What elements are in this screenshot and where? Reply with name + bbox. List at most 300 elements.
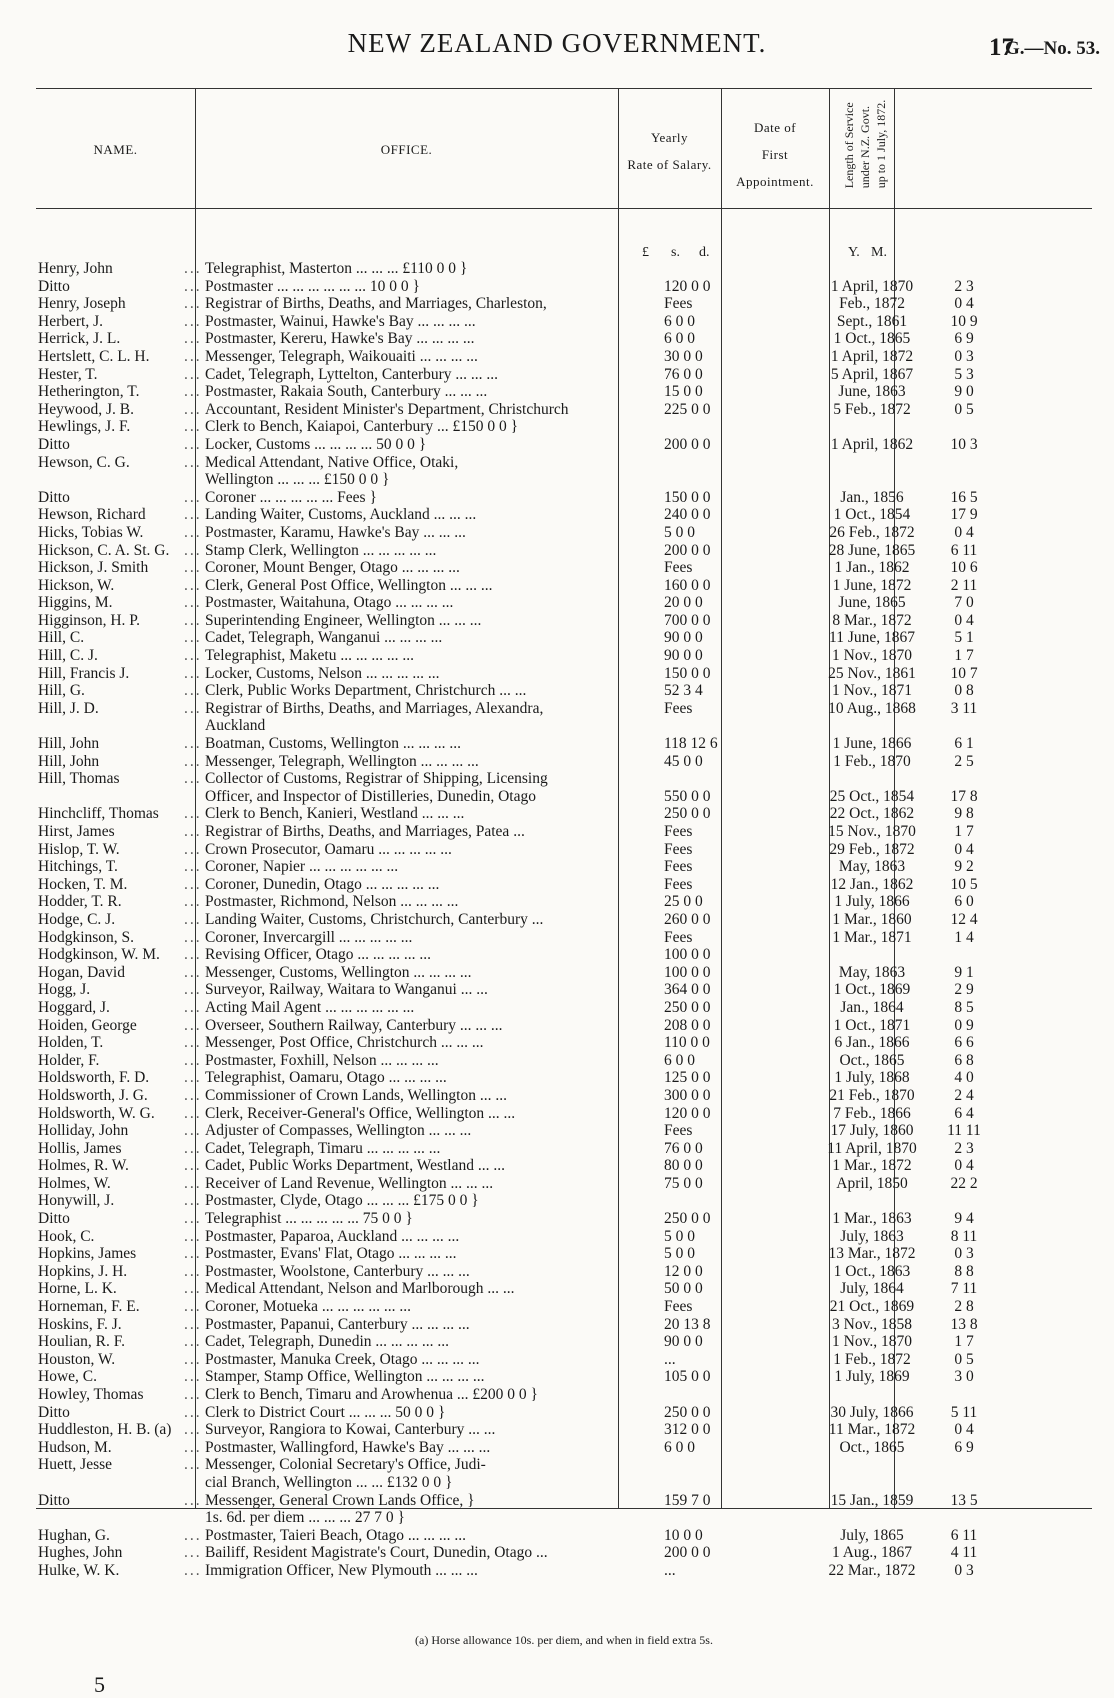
table-row — [36, 770, 1092, 788]
table-row — [36, 524, 1092, 542]
cell-salary: 120 0 0 — [664, 277, 711, 295]
cell-salary: 50 0 0 — [664, 1280, 703, 1298]
cell-name: Hertslett, C. L. H. — [38, 347, 150, 365]
col-header-length-line2: under N.Z. Govt. — [858, 105, 872, 189]
leader-dots: ... — [184, 735, 202, 753]
cell-length: 6 4 — [954, 1104, 974, 1122]
cell-length: 1 7 — [954, 647, 974, 665]
leader-dots: ... — [184, 1192, 202, 1210]
cell-length: 9 4 — [954, 1210, 974, 1228]
cell-office: Postmaster, Clyde, Otago ... ... ... £175 0 0 } — [205, 1192, 479, 1210]
cell-length: 7 11 — [950, 1280, 978, 1298]
cell-name: Howe, C. — [38, 1368, 97, 1386]
cell-office: Landing Waiter, Customs, Christchurch, Canterbury ... — [205, 910, 544, 928]
cell-length: 10 3 — [950, 435, 978, 453]
leader-dots: ... — [184, 1350, 202, 1368]
cell-salary: 90 0 0 — [664, 1333, 703, 1351]
cell-salary: 6 0 0 — [664, 1051, 695, 1069]
cell-length: 2 3 — [954, 1139, 974, 1157]
cell-name: Hewson, C. G. — [38, 453, 130, 471]
cell-office: Postmaster, Paparoa, Auckland ... ... ... ... — [205, 1227, 460, 1245]
cell-name: Higgins, M. — [38, 594, 113, 612]
cell-length: 6 11 — [950, 541, 978, 559]
cell-name: Hopkins, J. H. — [38, 1262, 128, 1280]
cell-office: Postmaster, Rakaia South, Canterbury ... ... ... — [205, 383, 488, 401]
cell-length: 5 1 — [954, 629, 974, 647]
cell-name: Higginson, H. P. — [38, 611, 141, 629]
cell-salary: 52 3 4 — [664, 682, 703, 700]
leader-dots: ... — [184, 1526, 202, 1544]
table-row — [36, 682, 1092, 700]
cell-salary: 160 0 0 — [664, 576, 711, 594]
cell-name: Holdsworth, W. G. — [38, 1104, 155, 1122]
cell-office: Collector of Customs, Registrar of Shipping, Licensing — [205, 770, 548, 788]
cell-name: Hetherington, T. — [38, 383, 140, 401]
cell-salary: Fees — [664, 928, 693, 946]
col-header-date-line3: Appointment. — [736, 174, 814, 189]
leader-dots: ... — [184, 435, 202, 453]
leader-dots: ... — [184, 1262, 202, 1280]
cell-length: 0 8 — [954, 682, 974, 700]
table-row — [36, 1228, 1092, 1246]
cell-name: Hewson, Richard — [38, 506, 146, 524]
cell-length: 0 3 — [954, 347, 974, 365]
cell-office: Overseer, Southern Railway, Canterbury ... ... ... — [205, 1016, 503, 1034]
table-row — [36, 753, 1092, 771]
cell-date: 26 Feb., 1872 — [829, 523, 915, 541]
cell-office: Coroner ... ... ... ... ... Fees } — [205, 488, 377, 506]
cell-name: Huett, Jesse — [38, 1456, 113, 1474]
leader-dots: ... — [184, 1315, 202, 1333]
leader-dots: ... — [184, 523, 202, 541]
table-row — [36, 1034, 1092, 1052]
cell-name: Howley, Thomas — [38, 1386, 144, 1403]
leader-dots: ... — [184, 823, 202, 840]
cell-salary: Fees — [664, 559, 693, 577]
cell-length: 6 6 — [954, 1034, 974, 1052]
cell-date: 1 Mar., 1860 — [832, 910, 912, 928]
leader-dots: ... — [184, 330, 202, 348]
cell-date: 22 Mar., 1872 — [828, 1561, 916, 1579]
cell-length: 22 2 — [950, 1174, 978, 1192]
table-row — [36, 260, 1092, 278]
leader-dots: ... — [184, 893, 202, 911]
table-row — [36, 1122, 1092, 1140]
cell-date: 1 Oct., 1871 — [833, 1016, 911, 1034]
cell-name: Hill, J. D. — [38, 699, 99, 717]
col-header-office: OFFICE. — [380, 142, 433, 157]
table-row — [36, 964, 1092, 982]
cell-salary: 90 0 0 — [664, 629, 703, 647]
cell-length: 8 8 — [954, 1262, 974, 1280]
leader-dots: ... — [184, 699, 202, 717]
cell-length: 2 4 — [954, 1086, 974, 1104]
table-row — [36, 506, 1092, 524]
table-row — [36, 401, 1092, 419]
cell-name: Hill, Thomas — [38, 770, 120, 788]
table-row — [36, 1069, 1092, 1087]
cell-office: Cadet, Public Works Department, Westland ... ... — [205, 1157, 505, 1175]
cell-date: 1 April, 1872 — [830, 347, 914, 365]
leader-dots: ... — [184, 875, 202, 893]
cell-length: 16 5 — [950, 488, 978, 506]
cell-name: Hicks, Tobias W. — [38, 523, 144, 541]
table-row — [36, 489, 1092, 507]
table-row — [36, 1368, 1092, 1386]
cell-length: 0 4 — [954, 523, 974, 541]
cell-name: Hogg, J. — [38, 981, 91, 999]
cell-date: June, 1863 — [838, 383, 906, 401]
cell-name: Hirst, James — [38, 823, 115, 840]
table-row — [36, 665, 1092, 683]
table-row — [36, 1544, 1092, 1562]
cell-date: 10 Aug., 1868 — [828, 699, 916, 717]
cell-length: 2 8 — [954, 1298, 974, 1316]
cell-office: Superintending Engineer, Wellington ... ... ... — [205, 611, 482, 629]
table-row — [36, 911, 1092, 929]
cell-date: May, 1863 — [838, 963, 906, 981]
cell-date: 30 July, 1866 — [830, 1403, 914, 1421]
leader-dots: ... — [184, 1438, 202, 1456]
leader-dots: ... — [184, 910, 202, 928]
cell-salary: 120 0 0 — [664, 1104, 711, 1122]
cell-name: Holmes, R. W. — [38, 1157, 129, 1175]
table-row — [36, 1509, 1092, 1527]
table-row — [36, 1280, 1092, 1298]
staff-table — [36, 88, 1092, 1686]
cell-date: 3 Nov., 1858 — [832, 1315, 912, 1333]
table-row — [36, 418, 1092, 436]
cell-length: 0 9 — [954, 1016, 974, 1034]
cell-date: 21 Feb., 1870 — [829, 1086, 915, 1104]
cell-salary: 240 0 0 — [664, 506, 711, 524]
table-row — [36, 647, 1092, 665]
cell-name: Honywill, J. — [38, 1192, 115, 1210]
cell-name: Hughan, G. — [38, 1526, 110, 1544]
cell-date: 1 Nov., 1870 — [832, 1333, 912, 1351]
cell-salary: 250 0 0 — [664, 998, 711, 1016]
table-row — [36, 295, 1092, 313]
leader-dots: ... — [184, 1368, 202, 1386]
cell-length: 8 11 — [950, 1227, 978, 1245]
cell-office: Medical Attendant, Native Office, Otaki, — [205, 453, 459, 471]
cell-name: Horne, L. K. — [38, 1280, 117, 1298]
table-row — [36, 1052, 1092, 1070]
cell-office: Coroner, Dunedin, Otago ... ... ... ... ... — [205, 875, 440, 893]
footnote: (a) Horse allowance 10s. per diem, and when in field extra 5s. — [415, 1633, 713, 1647]
leader-dots: ... — [184, 295, 202, 313]
col-header-salary-line1: Yearly — [650, 130, 689, 145]
cell-salary: 20 0 0 — [664, 594, 703, 612]
cell-date: July, 1865 — [840, 1526, 904, 1544]
cell-length: 6 9 — [954, 330, 974, 348]
table-row — [36, 436, 1092, 454]
leader-dots: ... — [184, 928, 202, 946]
cell-length: 6 11 — [950, 1526, 978, 1544]
col-header-salary-line2: Rate of Salary. — [627, 157, 712, 172]
cell-date: 1 April, 1870 — [830, 277, 914, 295]
cell-office: Locker, Customs, Nelson ... ... ... ... ... — [205, 664, 440, 682]
cell-date: 8 Mar., 1872 — [832, 611, 912, 629]
cell-name: Hughes, John — [38, 1544, 123, 1562]
cell-salary: 118 12 6 — [664, 735, 718, 753]
cell-name: Holliday, John — [38, 1122, 129, 1140]
leader-dots: ... — [184, 682, 202, 700]
cell-office: Postmaster, Wainui, Hawke's Bay ... ... ... ... — [205, 312, 476, 330]
table-row — [36, 841, 1092, 859]
cell-date: 1 Oct., 1863 — [833, 1262, 911, 1280]
cell-name: Ditto — [38, 1491, 70, 1509]
table-row — [36, 1298, 1092, 1316]
cell-salary: 5 0 0 — [664, 523, 695, 541]
cell-date: 1 July, 1869 — [834, 1368, 910, 1386]
cell-office: Bailiff, Resident Magistrate's Court, Dunedin, Otago ... — [205, 1544, 548, 1562]
cell-name: Hill, John — [38, 735, 100, 753]
cell-name: Hogan, David — [38, 963, 125, 981]
table-row — [36, 946, 1092, 964]
cell-salary: Fees — [664, 858, 693, 876]
cell-salary: ... — [664, 1561, 676, 1579]
table-row — [36, 981, 1092, 999]
cell-date: Jan., 1864 — [840, 998, 904, 1016]
cell-length: 6 1 — [954, 735, 974, 753]
cell-salary: 30 0 0 — [664, 347, 703, 365]
table-row — [36, 1105, 1092, 1123]
cell-date: 17 July, 1860 — [830, 1122, 914, 1140]
cell-salary: 6 0 0 — [664, 1438, 695, 1456]
cell-length: 5 11 — [950, 1403, 978, 1421]
cell-name: Hopkins, James — [38, 1245, 137, 1263]
cell-name: Hoggard, J. — [38, 998, 110, 1016]
leader-dots: ... — [184, 1086, 202, 1104]
table-row — [36, 876, 1092, 894]
table-row — [36, 1333, 1092, 1351]
cell-length: 12 4 — [950, 910, 978, 928]
cell-name: Hinchcliff, Thomas — [38, 805, 159, 823]
cell-salary: Fees — [664, 1122, 693, 1140]
leader-dots: ... — [184, 1421, 202, 1439]
col-header-length — [838, 80, 892, 208]
cell-name: Hill, Francis J. — [38, 664, 130, 682]
cell-length: 2 3 — [954, 277, 974, 295]
cell-salary: 90 0 0 — [664, 647, 703, 665]
cell-date: 1 June, 1866 — [832, 735, 912, 753]
leader-dots: ... — [184, 1456, 202, 1474]
cell-office: Receiver of Land Revenue, Wellington ... ... ... — [205, 1174, 494, 1192]
cell-office: Messenger, Telegraph, Wellington ... ... ... ... — [205, 752, 479, 770]
cell-date: July, 1864 — [840, 1280, 904, 1298]
table-row — [36, 1157, 1092, 1175]
cell-salary: 250 0 0 — [664, 1210, 711, 1228]
cell-office: Clerk to Bench, Kanieri, Westland ... ... ... — [205, 805, 465, 823]
cell-office: Clerk to Bench, Kaiapoi, Canterbury ... £150 0 0 } — [205, 418, 519, 436]
leader-dots: ... — [184, 506, 202, 524]
leader-dots: ... — [184, 347, 202, 365]
cell-office: Postmaster, Foxhill, Nelson ... ... ... ... — [205, 1051, 439, 1069]
cell-length: 0 4 — [954, 1157, 974, 1175]
cell-length: 1 7 — [954, 823, 974, 840]
leader-dots: ... — [184, 647, 202, 665]
table-row — [36, 1439, 1092, 1457]
cell-name: Ditto — [38, 1210, 70, 1228]
table-row — [36, 542, 1092, 560]
cell-salary: 250 0 0 — [664, 805, 711, 823]
cell-date: 1 Aug., 1867 — [831, 1544, 913, 1562]
cell-length: 1 7 — [954, 1333, 974, 1351]
cell-length: 3 0 — [954, 1368, 974, 1386]
cell-date: 1 Mar., 1863 — [832, 1210, 912, 1228]
leader-dots: ... — [184, 260, 202, 277]
page-number: 17 — [989, 34, 1014, 61]
cell-salary: 364 0 0 — [664, 981, 711, 999]
cell-date: 28 June, 1865 — [828, 541, 916, 559]
cell-name: Ditto — [38, 488, 70, 506]
cell-office: Registrar of Births, Deaths, and Marriages, Patea ... — [205, 823, 525, 840]
cell-length: 10 6 — [950, 559, 978, 577]
cell-office: Locker, Customs ... ... ... ... 50 0 0 } — [205, 435, 427, 453]
cell-length: 0 4 — [954, 295, 974, 313]
table-row — [36, 330, 1092, 348]
cell-name: Huddleston, H. B. (a) — [38, 1421, 172, 1439]
cell-name: Holdsworth, J. G. — [38, 1086, 148, 1104]
cell-office: Officer, and Inspector of Distilleries, Dunedin, Otago — [205, 787, 536, 805]
cell-name: Ditto — [38, 1403, 70, 1421]
cell-date: 1 Jan., 1862 — [834, 559, 910, 577]
leader-dots: ... — [184, 946, 202, 964]
cell-salary: 6 0 0 — [664, 312, 695, 330]
table-row — [36, 1386, 1092, 1404]
cell-office: Clerk, Public Works Department, Christchurch ... ... — [205, 682, 527, 700]
cell-salary: 76 0 0 — [664, 1139, 703, 1157]
leader-dots: ... — [184, 453, 202, 471]
cell-salary: ... — [664, 1350, 676, 1368]
unit-months: M. — [871, 245, 887, 260]
table-row — [36, 1263, 1092, 1281]
cell-name: Hodgkinson, W. M. — [38, 946, 160, 964]
cell-name: Houlian, R. F. — [38, 1333, 126, 1351]
cell-office: Postmaster ... ... ... ... ... ... 10 0 0 } — [205, 277, 420, 295]
table-row — [36, 1456, 1092, 1474]
cell-salary: 300 0 0 — [664, 1086, 711, 1104]
cell-date: 29 Feb., 1872 — [829, 840, 915, 858]
table-row — [36, 1404, 1092, 1422]
cell-length: 2 9 — [954, 981, 974, 999]
table-row — [36, 366, 1092, 384]
leader-dots: ... — [184, 858, 202, 876]
cell-date: 1 Nov., 1871 — [832, 682, 912, 700]
cell-name: Holdsworth, F. D. — [38, 1069, 150, 1087]
cell-office: Coroner, Invercargill ... ... ... ... ... — [205, 928, 413, 946]
cell-office: Telegraphist, Masterton ... ... ... £110 0 0 } — [205, 260, 468, 277]
table-row — [36, 577, 1092, 595]
cell-salary: 10 0 0 — [664, 1526, 703, 1544]
table-row — [36, 805, 1092, 823]
cell-salary: 208 0 0 — [664, 1016, 711, 1034]
cell-length: 0 5 — [954, 1350, 974, 1368]
cell-date: 5 Feb., 1872 — [833, 400, 911, 418]
col-header-date-line1: Date of — [753, 120, 797, 135]
cell-length: 10 5 — [950, 875, 978, 893]
cell-name: Holden, T. — [38, 1034, 104, 1052]
cell-length: 0 4 — [954, 611, 974, 629]
table-row — [36, 893, 1092, 911]
cell-office: Accountant, Resident Minister's Department, Christchurch — [205, 400, 569, 418]
table-row — [36, 383, 1092, 401]
table-row — [36, 594, 1092, 612]
cell-name: Ditto — [38, 435, 70, 453]
cell-length: 13 5 — [950, 1491, 978, 1509]
cell-length: 10 9 — [950, 312, 978, 330]
cell-salary: 260 0 0 — [664, 910, 711, 928]
cell-salary: 110 0 0 — [664, 1034, 710, 1052]
cell-date: 6 Jan., 1866 — [834, 1034, 910, 1052]
cell-salary: 6 0 0 — [664, 330, 695, 348]
leader-dots: ... — [184, 1403, 202, 1421]
cell-date: 1 July, 1866 — [834, 893, 910, 911]
cell-name: Heywood, J. B. — [38, 400, 135, 418]
leader-dots: ... — [184, 664, 202, 682]
cell-office: Boatman, Customs, Wellington ... ... ... ... — [205, 735, 461, 753]
cell-name: Hewlings, J. F. — [38, 418, 131, 436]
leader-dots: ... — [184, 418, 202, 436]
cell-office: Wellington ... ... ... £150 0 0 } — [205, 471, 390, 489]
leader-dots: ... — [184, 1333, 202, 1351]
cell-salary: 100 0 0 — [664, 963, 711, 981]
table-row — [36, 929, 1092, 947]
cell-name: Herbert, J. — [38, 312, 103, 330]
leader-dots: ... — [184, 1561, 202, 1579]
cell-date: Jan., 1856 — [840, 488, 904, 506]
cell-salary: 25 0 0 — [664, 893, 703, 911]
cell-name: Hocken, T. M. — [38, 875, 128, 893]
cell-name: Hester, T. — [38, 365, 98, 383]
cell-office: Acting Mail Agent ... ... ... ... ... ... — [205, 998, 415, 1016]
cell-date: Sept., 1861 — [836, 312, 908, 330]
cell-date: 12 Jan., 1862 — [830, 875, 914, 893]
cell-salary: 200 0 0 — [664, 1544, 711, 1562]
cell-office: Messenger, Colonial Secretary's Office, Judi- — [205, 1456, 486, 1474]
cell-date: 13 Mar., 1872 — [828, 1245, 916, 1263]
cell-name: Hoskins, F. J. — [38, 1315, 122, 1333]
cell-length: 2 5 — [954, 752, 974, 770]
cell-name: Horneman, F. E. — [38, 1298, 140, 1316]
cell-office: Postmaster, Taieri Beach, Otago ... ... ... ... — [205, 1526, 467, 1544]
cell-length: 0 3 — [954, 1561, 974, 1579]
cell-name: Hill, John — [38, 752, 100, 770]
cell-office: Coroner, Mount Benger, Otago ... ... ... ... — [205, 559, 460, 577]
cell-office: Messenger, Post Office, Christchurch ... ... ... — [205, 1034, 484, 1052]
cell-office: Revising Officer, Otago ... ... ... ... ... — [205, 946, 431, 964]
cell-date: 11 Mar., 1872 — [828, 1421, 916, 1439]
cell-office: Clerk to Bench, Timaru and Arowhenua ... £200 0 0 } — [205, 1386, 538, 1403]
cell-date: 15 Nov., 1870 — [828, 823, 916, 840]
cell-date: 5 April, 1867 — [830, 365, 914, 383]
cell-name: Hill, G. — [38, 682, 85, 700]
cell-length: 0 4 — [954, 840, 974, 858]
leader-dots: ... — [184, 1298, 202, 1316]
cell-office: Clerk to District Court ... ... ... 50 0 0 } — [205, 1403, 446, 1421]
cell-date: 21 Oct., 1869 — [829, 1298, 915, 1316]
cell-date: 11 April, 1870 — [827, 1139, 917, 1157]
col-header-date-line2: First — [761, 147, 789, 162]
cell-salary: 200 0 0 — [664, 541, 711, 559]
table-row — [36, 1316, 1092, 1334]
col-header-length-line1: Length of Service — [842, 102, 856, 189]
col-header-salary — [618, 124, 721, 178]
leader-dots: ... — [184, 1280, 202, 1298]
cell-name: Henry, John — [38, 260, 113, 277]
unit-years: Y. — [848, 245, 860, 260]
